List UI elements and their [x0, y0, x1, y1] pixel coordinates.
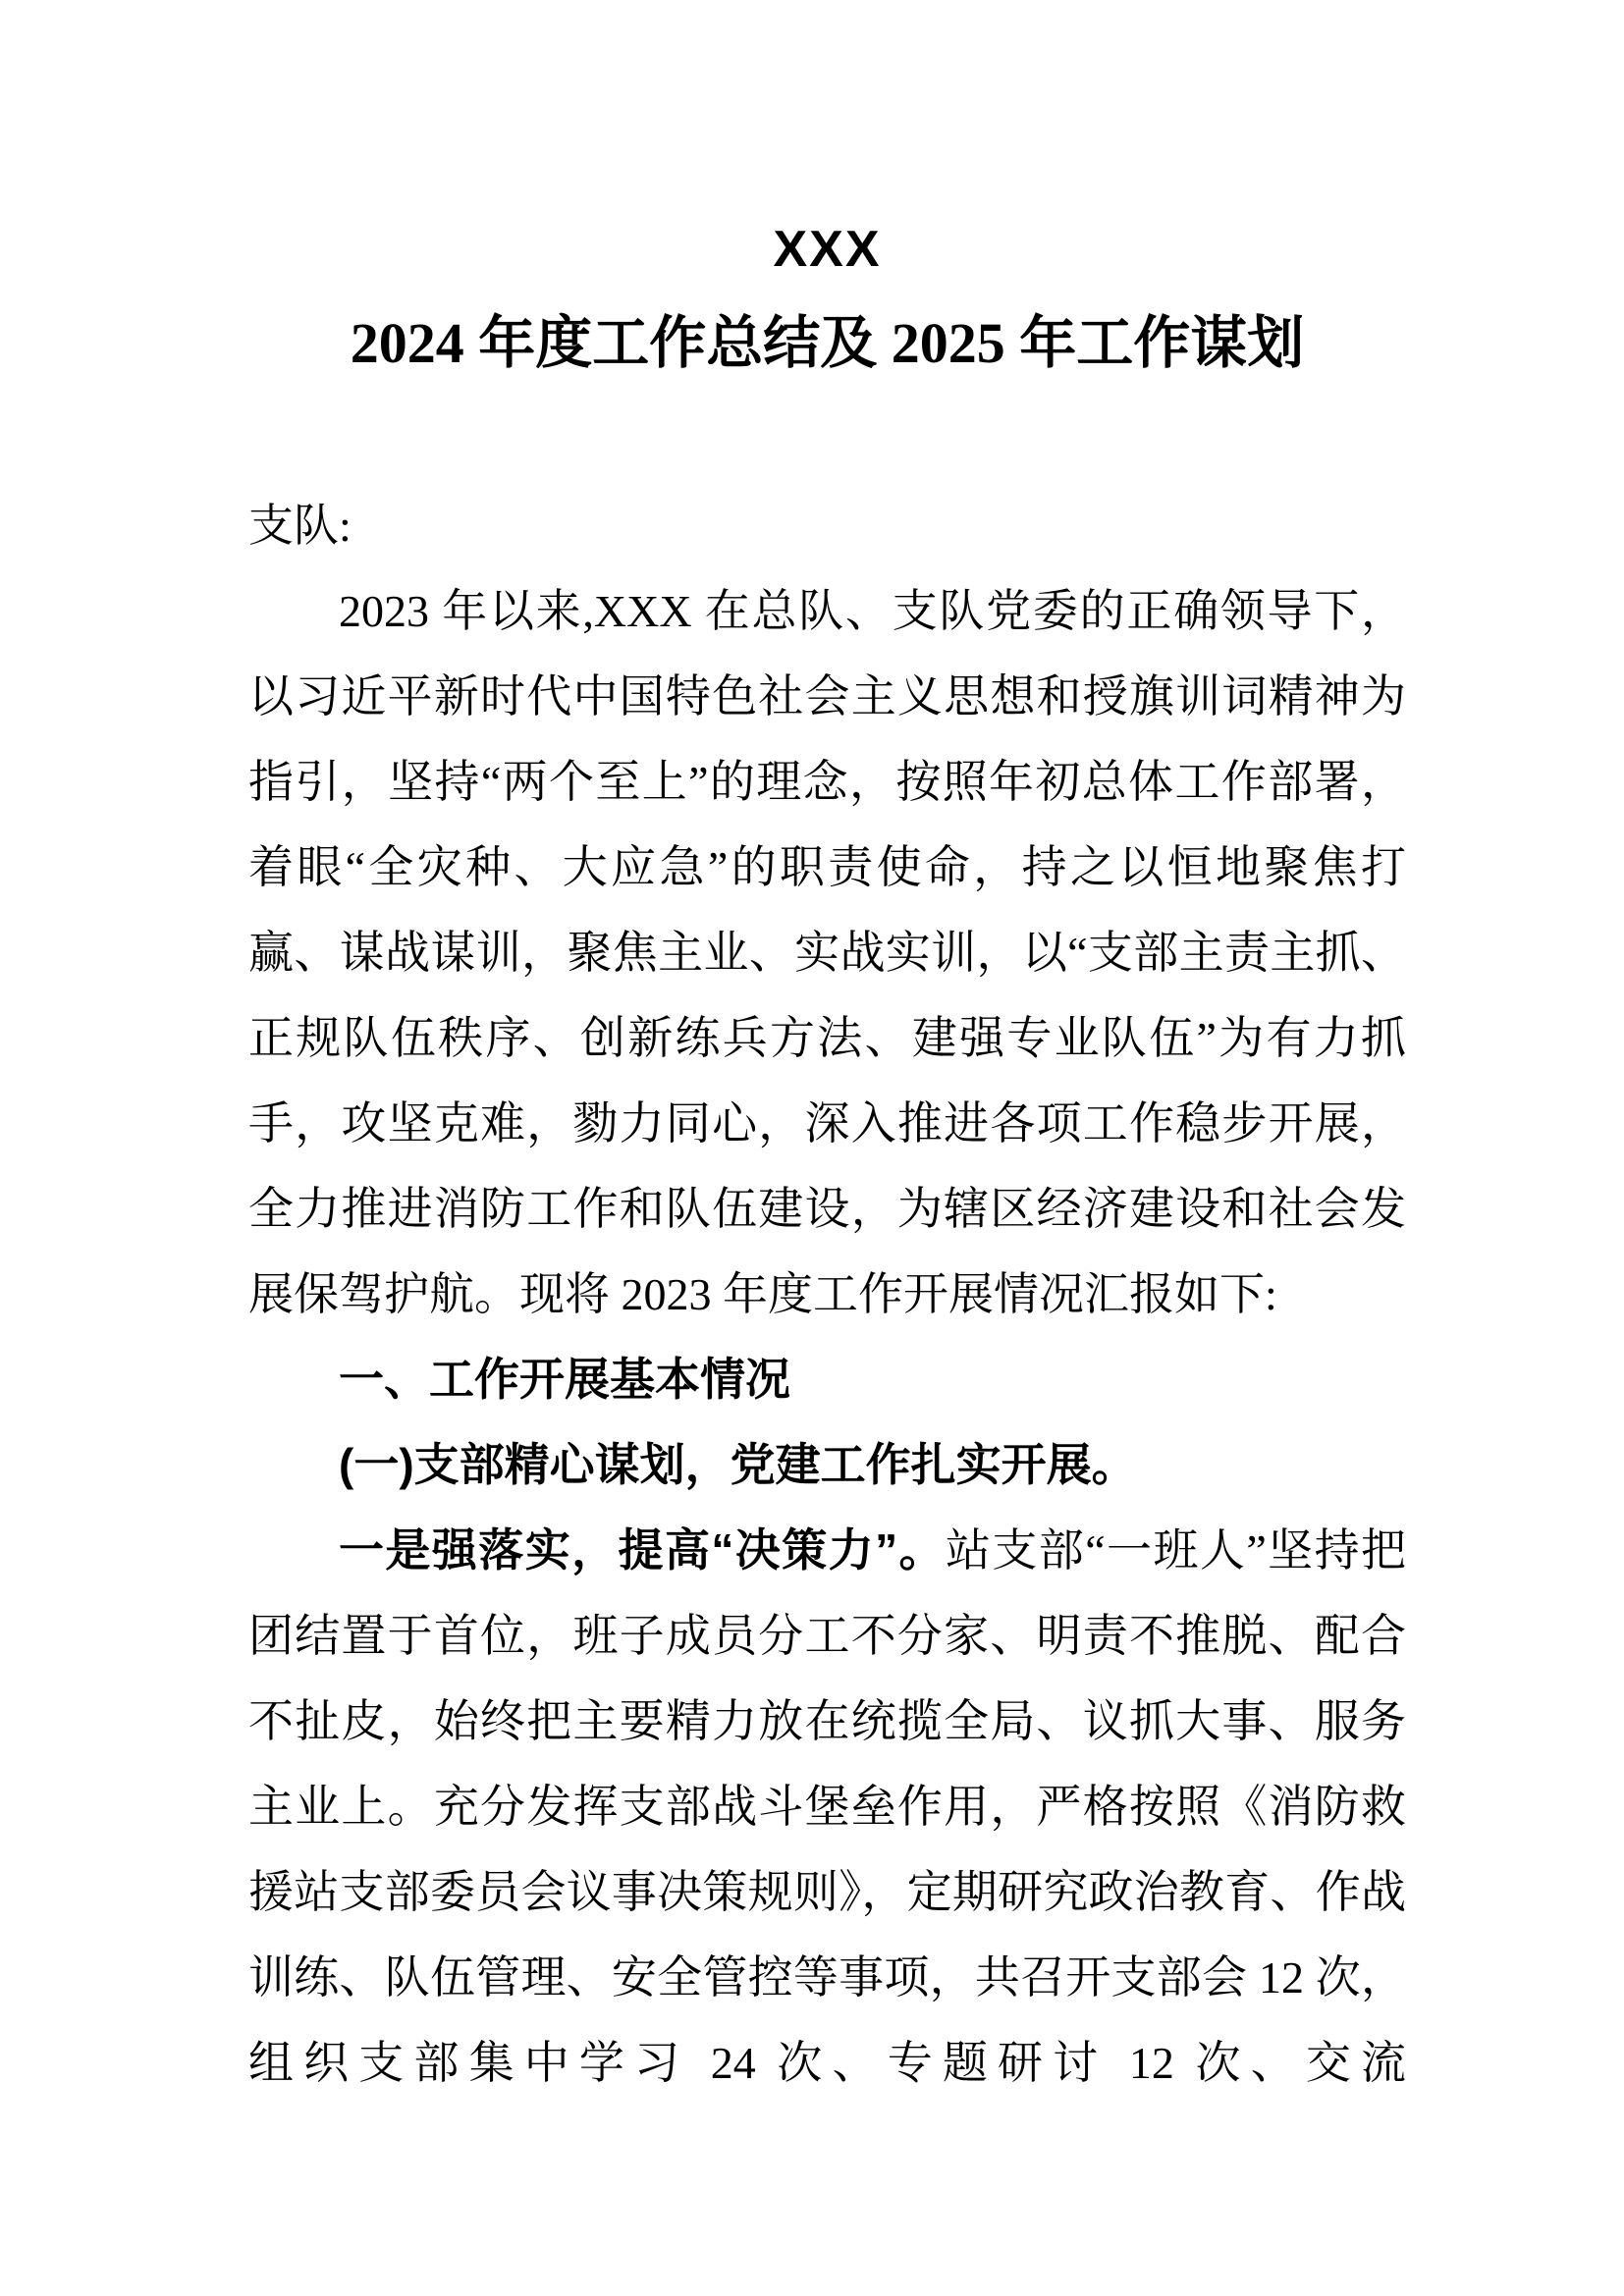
point-1-paragraph: [248, 1508, 1406, 2106]
document-body: [248, 483, 1406, 2106]
salutation: 支队:: [248, 501, 352, 551]
point-1-lead: 一是强落实，提高“决策力”。: [339, 1524, 946, 1575]
intro-paragraph: 2023 年以来,XXX 在总队、支队党委的正确领导下，以习近平新时代中国特色社会主义思想和授旗训词精神为指引，坚持“两个至上”的理念，按照年初总体工作部署，着眼“全灾种、大应急”的职责使命，持之以恒地聚焦打赢、谋战谋训，聚焦主业、实战实训，以“支部主责主抓、正规队伍秩序、创新练兵方法、建强专业队伍”为有力抓手，攻坚克难，勠力同心，深入推进各项工作稳步开展，全力推进消防工作和队伍建设，为辖区经济建设和社会发展保驾护航。现将 2023 年度工作开展情况汇报如下:: [248, 586, 1406, 1319]
point-1-text: 站支部“一班人”坚持把团结置于首位，班子成员分工不分家、明责不推脱、配合不扯皮，始终把主要精力放在统揽全局、议抓大事、服务主业上。充分发挥支部战斗堡垒作用，严格按照《消防救援站支部委员会议事决策规则》，定期研究政治教育、作战训练、队伍管理、安全管控等事项，共召开支部会 12 次，组织支部集中学习 24 次、专题研讨 12 次、交流: [248, 1525, 1407, 2088]
section-heading-1: 一、工作开展基本情况: [339, 1354, 790, 1405]
subsection-heading-1: (一)支部精心谋划，党建工作扎实开展。: [339, 1439, 1137, 1490]
document-subtitle: 2024 年度工作总结及 2025 年工作谋划: [350, 311, 1305, 375]
document-title: XXX: [773, 221, 882, 278]
